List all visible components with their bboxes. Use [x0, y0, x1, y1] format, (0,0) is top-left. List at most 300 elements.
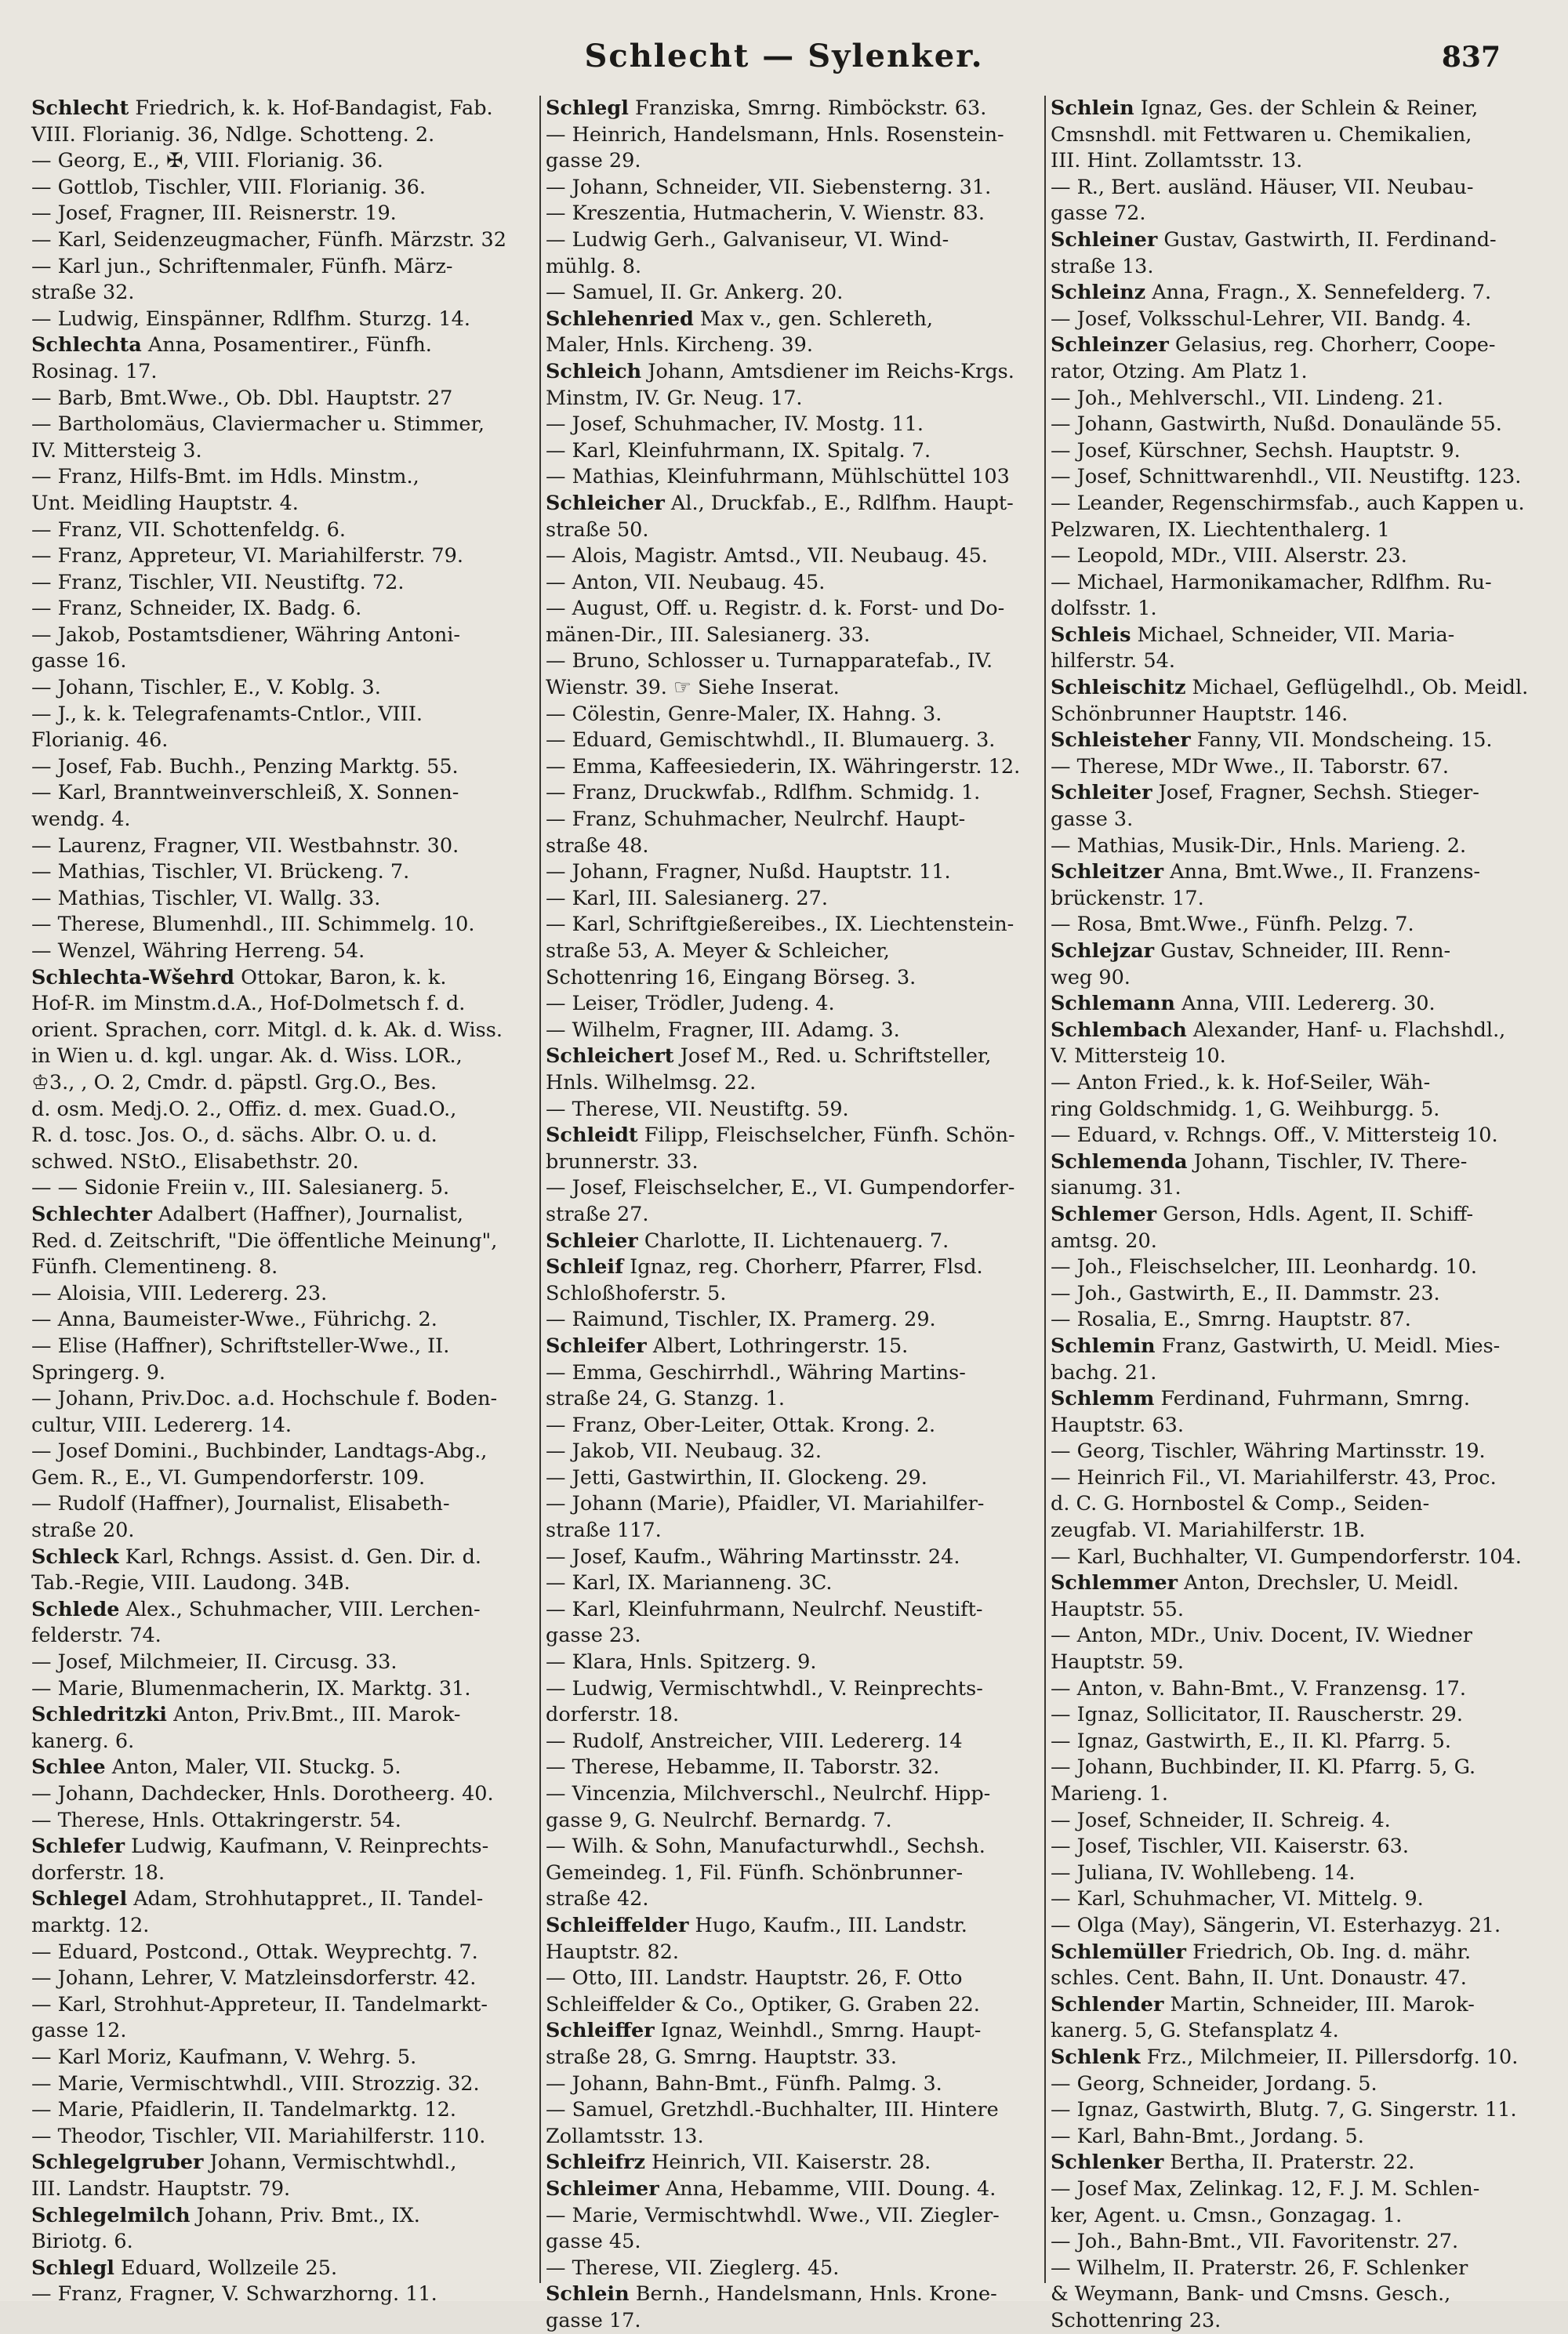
surname-heading: Schlede [31, 1597, 120, 1621]
directory-line [31, 1334, 530, 1360]
directory-line [31, 859, 530, 886]
surname-heading: Schleiffer [546, 2019, 655, 2043]
directory-line [31, 833, 530, 860]
directory-line [1051, 1781, 1541, 1808]
directory-line [31, 2124, 530, 2151]
entry-text: Anton, Maler, VII. Stuckg. 5. [105, 1755, 401, 1780]
directory-line [546, 570, 1036, 597]
directory-line [546, 2256, 1036, 2282]
entry-text: Anton, Priv.Bmt., III. Marok- [166, 1703, 461, 1727]
entry-text: gasse 23. [546, 1624, 641, 1648]
directory-line [546, 280, 1036, 307]
surname-heading: Schlemenda [1051, 1149, 1188, 1174]
directory-line [546, 1491, 1036, 1518]
entry-text: Fünfh. Clementineng. 8. [31, 1255, 278, 1280]
entry-text: R. d. tosc. Jos. O., d. sächs. Albr. O. u. d. [31, 1123, 437, 1148]
directory-line [1051, 1518, 1541, 1545]
directory-line [1051, 1070, 1541, 1097]
directory-line [546, 1307, 1036, 1334]
directory-line [31, 1597, 530, 1624]
entry-text: — Therese, VII. Zieglerg. 45. [546, 2256, 840, 2280]
page-title: Schlecht — Sylenker. [584, 38, 984, 74]
directory-columns [31, 96, 1544, 2332]
directory-line [31, 1307, 530, 1334]
entry-text: straße 53, A. Meyer & Schleicher, [546, 939, 890, 963]
entry-text: — Johann (Marie), Pfaidler, VI. Mariahilfer- [546, 1492, 985, 1516]
directory-line [546, 1702, 1036, 1729]
directory-line [546, 1570, 1036, 1597]
directory-line [546, 491, 1036, 517]
entry-text: — Karl, Seidenzeugmacher, Fünfh. Märzstr. 32 [31, 227, 506, 252]
entry-text: — Wilhelm, Fragner, III. Adamg. 3. [546, 1018, 900, 1042]
entry-text: — Franz, Hilfs-Bmt. im Hdls. Minstm., [31, 465, 419, 489]
entry-text: Biriotg. 6. [31, 2230, 133, 2254]
entry-text: — Johann, Tischler, E., V. Koblg. 3. [31, 676, 381, 700]
directory-line [1051, 1834, 1541, 1860]
directory-line [546, 464, 1036, 491]
entry-text: — Karl, Branntweinverschleiß, X. Sonnen- [31, 781, 459, 805]
directory-line [546, 1070, 1036, 1097]
surname-heading: Schleidt [546, 1123, 638, 1148]
entry-text: — Ludwig, Vermischtwhdl., V. Reinprechts- [546, 1676, 983, 1701]
directory-line [1051, 491, 1541, 517]
directory-line [546, 1623, 1036, 1650]
entry-text: gasse 29. [546, 149, 641, 173]
entry-text: — Vincenzia, Milchverschl., Neulrchf. Hipp- [546, 1782, 991, 1806]
entry-text: Anna, Bmt.Wwe., II. Franzens- [1163, 860, 1481, 884]
directory-line [1051, 2071, 1541, 2098]
directory-line [31, 570, 530, 597]
directory-line [31, 307, 530, 333]
entry-text: Anna, VIII. Ledererg. 30. [1174, 992, 1436, 1016]
surname-heading: Schlejzar [1051, 939, 1155, 963]
directory-line [1051, 833, 1541, 860]
directory-line [546, 1781, 1036, 1808]
directory-line [31, 1702, 530, 1729]
directory-line [546, 438, 1036, 465]
entry-text: — Johann, Bahn-Bmt., Fünfh. Palmg. 3. [546, 2071, 942, 2096]
entry-text: — Ludwig Gerh., Galvaniseur, VI. Wind- [546, 227, 949, 252]
entry-text: — Wilhelm, II. Praterstr. 26, F. Schlenker [1051, 2256, 1468, 2280]
directory-line [31, 1491, 530, 1518]
directory-line [1051, 1097, 1541, 1123]
directory-line [546, 2176, 1036, 2203]
entry-text: III. Hint. Zollamtsstr. 13. [1051, 149, 1303, 173]
entry-text: Franziska, Smrng. Rimböckstr. 63. [628, 96, 987, 120]
entry-text: — Alois, Magistr. Amtsd., VII. Neubaug. 45. [546, 544, 988, 568]
entry-text: — Georg, Tischler, Währing Martinsstr. 19. [1051, 1439, 1486, 1464]
page-number: 837 [1441, 41, 1501, 74]
surname-heading: Schleitzer [1051, 860, 1163, 884]
entry-text: — Mathias, Tischler, VI. Brückeng. 7. [31, 860, 410, 884]
surname-heading: Schlemüller [1051, 1940, 1186, 1964]
directory-line [1051, 1202, 1541, 1229]
directory-line [31, 1254, 530, 1281]
directory-line [1051, 280, 1541, 307]
directory-line [546, 1097, 1036, 1123]
entry-text: — Johann, Lehrer, V. Matzleinsdorferstr. 42. [31, 1966, 477, 1991]
directory-line [1051, 570, 1541, 597]
directory-line [31, 1044, 530, 1070]
entry-text: Springerg. 9. [31, 1360, 166, 1385]
entry-text: Gustav, Gastwirth, II. Ferdinand- [1157, 227, 1497, 252]
entry-text: — Eduard, v. Rchngs. Off., V. Mittersteig 10. [1051, 1123, 1498, 1148]
entry-text: amtsg. 20. [1051, 1229, 1157, 1253]
entry-text: Anna, Posamentirer., Fünfh. [141, 333, 432, 358]
directory-line [31, 780, 530, 807]
directory-line [546, 1386, 1036, 1413]
directory-line [31, 543, 530, 570]
surname-heading: Schlegl [31, 2256, 114, 2280]
entry-text: Adam, Strohhutappret., II. Tandel- [127, 1887, 484, 1911]
directory-line [31, 227, 530, 254]
directory-line [1051, 1175, 1541, 1202]
entry-text: — Karl Moriz, Kaufmann, V. Wehrg. 5. [31, 2045, 417, 2069]
directory-line [31, 254, 530, 281]
directory-line [31, 2150, 530, 2176]
surname-heading: Schleifrz [546, 2151, 645, 2175]
directory-line [31, 1123, 530, 1149]
directory-line [546, 1149, 1036, 1176]
column-left [31, 96, 530, 2307]
entry-text: — Therese, Blumenhdl., III. Schimmelg. 10. [31, 913, 475, 937]
directory-line [31, 2071, 530, 2098]
directory-line [546, 1281, 1036, 1308]
directory-line [31, 412, 530, 438]
entry-text: bachg. 21. [1051, 1360, 1157, 1385]
entry-text: — Josef, Fleischselcher, E., VI. Gumpendorfer- [546, 1176, 1015, 1200]
entry-text: marktg. 12. [31, 1913, 150, 1937]
entry-text: d. C. G. Hornbostel & Comp., Seiden- [1051, 1492, 1430, 1516]
entry-text: dolfsstr. 1. [1051, 597, 1157, 621]
directory-line [31, 1623, 530, 1650]
entry-text: straße 27. [546, 1202, 649, 1226]
entry-text: — Otto, III. Landstr. Hauptstr. 26, F. Otto [546, 1966, 963, 1991]
entry-text: Heinrich, VII. Kaiserstr. 28. [644, 2151, 931, 2175]
directory-line [1051, 1570, 1541, 1597]
entry-text: — Josef Max, Zelinkag. 12, F. J. M. Schlen- [1051, 2176, 1480, 2201]
directory-line [546, 122, 1036, 149]
entry-text: Franz, Gastwirth, U. Meidl. Mies- [1155, 1334, 1501, 1358]
directory-line [31, 938, 530, 965]
entry-text: Schottenring 23. [1051, 2308, 1221, 2332]
entry-text: — Johann, Buchbinder, II. Kl. Pfarrg. 5, G. [1051, 1755, 1476, 1780]
entry-text: Hugo, Kaufm., III. Landstr. [688, 1913, 967, 1937]
column-middle [539, 96, 1036, 2332]
directory-line [546, 2203, 1036, 2230]
directory-line [546, 2097, 1036, 2124]
column-right [1044, 96, 1541, 2332]
directory-line [31, 280, 530, 307]
directory-line [1051, 1545, 1541, 1571]
entry-text: — Eduard, Postcond., Ottak. Weyprechtg. 7. [31, 1940, 478, 1964]
surname-heading: Schlechta-Wšehrd [31, 965, 234, 989]
entry-text: — Josef, Schneider, II. Schreig. 4. [1051, 1808, 1391, 1832]
entry-text: Gelasius, reg. Chorherr, Coope- [1168, 333, 1496, 358]
directory-line [546, 148, 1036, 175]
entry-text: — Anton, MDr., Univ. Docent, IV. Wiedner [1051, 1624, 1472, 1648]
entry-text: — Laurenz, Fragner, VII. Westbahnstr. 30. [31, 833, 459, 858]
entry-text: rator, Otzing. Am Platz 1. [1051, 359, 1308, 383]
entry-text: — Josef, Kürschner, Sechsh. Hauptstr. 9. [1051, 438, 1461, 463]
directory-line [31, 754, 530, 781]
entry-text: — Anton Fried., k. k. Hof-Seiler, Wäh- [1051, 1070, 1431, 1094]
entry-text: Hof-R. im Minstm.d.A., Hof-Dolmetsch f. d. [31, 992, 466, 1016]
directory-line [31, 438, 530, 465]
surname-heading: Schleif [546, 1255, 624, 1280]
entry-text: — Johann, Dachdecker, Hnls. Dorotheerg. 40. [31, 1782, 494, 1806]
surname-heading: Schleinzer [1051, 333, 1169, 358]
directory-line [1051, 386, 1541, 412]
directory-line [546, 1676, 1036, 1703]
entry-text: — Josef, Volksschul-Lehrer, VII. Bandg. 4. [1051, 307, 1472, 331]
surname-heading: Schlenker [1051, 2151, 1164, 2175]
entry-text: — Leiser, Trödler, Judeng. 4. [546, 992, 835, 1016]
entry-text: — Franz, Tischler, VII. Neustiftg. 72. [31, 570, 405, 594]
entry-text: Gerson, Hdls. Agent, II. Schiff- [1156, 1202, 1474, 1226]
surname-heading: Schlechter [31, 1202, 152, 1226]
directory-line [546, 991, 1036, 1018]
entry-text: — Aloisia, VIII. Ledererg. 23. [31, 1281, 328, 1305]
directory-line [31, 1465, 530, 1492]
entry-text: — Bartholomäus, Claviermacher u. Stimmer, [31, 412, 485, 437]
entry-text: gasse 12. [31, 2019, 127, 2043]
entry-text: — Kreszentia, Hutmacherin, V. Wienstr. 83. [546, 201, 985, 226]
entry-text: Zollamtsstr. 13. [546, 2124, 704, 2148]
directory-line [546, 2281, 1036, 2308]
surname-heading: Schlehenried [546, 307, 694, 331]
directory-line [1051, 2097, 1541, 2124]
directory-line [546, 254, 1036, 281]
directory-line [31, 1808, 530, 1835]
directory-line [1051, 412, 1541, 438]
entry-text: — Karl jun., Schriftenmaler, Fünfh. März- [31, 254, 453, 278]
directory-line [31, 807, 530, 833]
entry-text: — Cölestin, Genre-Maler, IX. Hahng. 3. [546, 702, 942, 726]
entry-text: — Joh., Fleischselcher, III. Leonhardg. 10. [1051, 1255, 1477, 1280]
directory-line [1051, 1650, 1541, 1676]
directory-line [546, 1808, 1036, 1835]
entry-text: mänen-Dir., III. Salesianerg. 33. [546, 623, 870, 647]
directory-line [546, 359, 1036, 386]
surname-heading: Schlemann [1051, 992, 1175, 1016]
entry-text: — August, Off. u. Registr. d. k. Forst- und Do- [546, 597, 1005, 621]
directory-line [1051, 2203, 1541, 2230]
entry-text: — Josef, Tischler, VII. Kaiserstr. 63. [1051, 1835, 1409, 1859]
directory-line [31, 491, 530, 517]
entry-text: Hauptstr. 63. [1051, 1413, 1184, 1437]
directory-line [1051, 623, 1541, 649]
directory-line [31, 1834, 530, 1860]
entry-text: Anna, Hebamme, VIII. Doung. 4. [659, 2176, 996, 2201]
entry-text: — Joh., Mehlverschl., VII. Lindeng. 21. [1051, 386, 1443, 410]
entry-text: — Josef, Fab. Buchh., Penzing Marktg. 55. [31, 754, 459, 779]
directory-line [546, 1886, 1036, 1913]
entry-text: Bernh., Handelsmann, Hnls. Krone- [629, 2282, 997, 2307]
surname-heading: Schlecht [31, 96, 129, 120]
entry-text: — Karl, Kleinfuhrmann, Neulrchf. Neustift- [546, 1597, 983, 1621]
directory-line [31, 886, 530, 913]
directory-line [31, 2176, 530, 2203]
directory-line [1051, 175, 1541, 201]
entry-text: straße 24, G. Stanzg. 1. [546, 1387, 785, 1411]
directory-line [546, 1044, 1036, 1070]
directory-line [546, 1229, 1036, 1255]
entry-text: Rosinag. 17. [31, 359, 158, 383]
entry-text: Ignaz, Weinhdl., Smrng. Haupt- [654, 2019, 982, 2043]
directory-line [546, 175, 1036, 201]
directory-line [546, 833, 1036, 860]
directory-line [1051, 1123, 1541, 1149]
entry-text: Maler, Hnls. Kircheng. 39. [546, 333, 813, 358]
directory-line [1051, 1597, 1541, 1624]
surname-heading: Schleich [546, 359, 642, 383]
directory-line [31, 702, 530, 728]
entry-text: Albert, Lothringerstr. 15. [646, 1334, 909, 1358]
entry-text: — Jetti, Gastwirthin, II. Glockeng. 29. [546, 1465, 927, 1490]
entry-text: — Karl, Bahn-Bmt., Jordang. 5. [1051, 2124, 1364, 2148]
entry-text: — Karl, III. Salesianerg. 27. [546, 886, 829, 910]
directory-line [1051, 543, 1541, 570]
entry-text: — Franz, Ober-Leiter, Ottak. Krong. 2. [546, 1413, 936, 1437]
directory-line [1051, 1860, 1541, 1887]
directory-line [546, 1518, 1036, 1545]
directory-line [1051, 728, 1541, 754]
directory-line [31, 1018, 530, 1044]
surname-heading: Schleis [1051, 623, 1131, 647]
entry-text: Gemeindeg. 1, Fil. Fünfh. Schönbrunner- [546, 1860, 964, 1885]
entry-text: schles. Cent. Bahn, II. Unt. Donaustr. 47. [1051, 1966, 1467, 1991]
entry-text: — Therese, Hebamme, II. Taborstr. 32. [546, 1755, 940, 1780]
entry-text: — R., Bert. ausländ. Häuser, VII. Neubau- [1051, 175, 1474, 199]
entry-text: Gustav, Schneider, III. Renn- [1154, 939, 1451, 963]
surname-heading: Schleiffelder [546, 1913, 689, 1937]
entry-text: straße 28, G. Smrng. Hauptstr. 33. [546, 2045, 898, 2069]
entry-text: — Therese, VII. Neustiftg. 59. [546, 1097, 849, 1121]
directory-line [1051, 2124, 1541, 2151]
entry-text: ♔3., , O. 2, Cmdr. d. päpstl. Grg.O., Bes. [31, 1070, 437, 1094]
directory-line [1051, 807, 1541, 833]
entry-text: — Wilh. & Sohn, Manufacturwhdl., Sechsh. [546, 1835, 985, 1859]
entry-text: — Franz, Fragner, V. Schwarzhorng. 11. [31, 2282, 437, 2307]
entry-text: — Ignaz, Sollicitator, II. Rauscherstr. 29. [1051, 1703, 1463, 1727]
entry-text: Johann, Tischler, IV. There- [1187, 1149, 1468, 1174]
entry-text: — Emma, Geschirrhdl., Währing Martins- [546, 1360, 966, 1385]
entry-text: straße 13. [1051, 254, 1154, 278]
entry-text: — Karl, IX. Marianneng. 3C. [546, 1571, 833, 1595]
entry-text: — Juliana, IV. Wohllebeng. 14. [1051, 1860, 1356, 1885]
entry-text: brunnerstr. 33. [546, 1149, 699, 1174]
entry-text: Martin, Schneider, III. Marok- [1163, 1992, 1475, 2016]
entry-text: — Franz, Appreteur, VI. Mariahilferstr. 79. [31, 544, 463, 568]
directory-line [1051, 938, 1541, 965]
directory-line [546, 201, 1036, 227]
entry-text: Schönbrunner Hauptstr. 146. [1051, 702, 1348, 726]
directory-line [546, 675, 1036, 702]
entry-text: — Josef, Fragner, III. Reisnerstr. 19. [31, 201, 397, 226]
entry-text: Unt. Meidling Hauptstr. 4. [31, 491, 299, 515]
directory-line [1051, 2229, 1541, 2256]
entry-text: — Jakob, VII. Neubaug. 32. [546, 1439, 822, 1464]
surname-heading: Schlembach [1051, 1018, 1187, 1042]
directory-line [1051, 702, 1541, 728]
entry-text: ring Goldschmidg. 1, G. Weihburgg. 5. [1051, 1097, 1440, 1121]
entry-text: Bertha, II. Praterstr. 22. [1163, 2151, 1415, 2175]
entry-text: — Bruno, Schlosser u. Turnapparatefab., IV. [546, 649, 993, 673]
directory-line [31, 1966, 530, 1992]
directory-line [1051, 596, 1541, 623]
entry-text: — Ludwig, Einspänner, Rdlfhm. Sturzg. 14. [31, 307, 470, 331]
entry-text: Michael, Schneider, VII. Maria- [1131, 623, 1455, 647]
directory-line [546, 543, 1036, 570]
directory-line [31, 991, 530, 1018]
entry-text: Schottenring 16, Eingang Börseg. 3. [546, 965, 916, 989]
entry-text: — Joh., Gastwirth, E., II. Dammstr. 23. [1051, 1281, 1440, 1305]
surname-heading: Schlein [1051, 96, 1134, 120]
directory-line [546, 886, 1036, 913]
directory-line [546, 1334, 1036, 1360]
entry-text: Red. d. Zeitschrift, "Die öffentliche Meinung", [31, 1229, 498, 1253]
directory-line [546, 912, 1036, 938]
directory-line [1051, 859, 1541, 886]
directory-line [1051, 648, 1541, 675]
directory-line [1051, 2256, 1541, 2282]
entry-text: Wienstr. 39. ☞ Siehe Inserat. [546, 676, 840, 700]
entry-text: brückenstr. 17. [1051, 886, 1204, 910]
directory-line [1051, 1413, 1541, 1439]
directory-line [1051, 1018, 1541, 1044]
entry-text: Hauptstr. 82. [546, 1940, 679, 1964]
entry-text: gasse 9, G. Neulrchf. Bernardg. 7. [546, 1808, 892, 1832]
directory-line [31, 1781, 530, 1808]
directory-line [1051, 1623, 1541, 1650]
directory-line [31, 675, 530, 702]
entry-text: Schleiffelder & Co., Optiker, G. Graben 22. [546, 1992, 980, 2016]
directory-line [546, 1465, 1036, 1492]
entry-text: straße 32. [31, 281, 135, 305]
entry-text: — Josef, Kaufm., Währing Martinsstr. 24. [546, 1545, 960, 1569]
directory-line [546, 1729, 1036, 1755]
entry-text: straße 117. [546, 1519, 662, 1543]
entry-text: straße 48. [546, 833, 649, 858]
entry-text: — Samuel, Gretzhdl.-Buchhalter, III. Hintere [546, 2098, 999, 2122]
entry-text: gasse 45. [546, 2230, 641, 2254]
entry-text: gasse 72. [1051, 201, 1146, 226]
entry-text: felderstr. 74. [31, 1624, 162, 1648]
entry-text: Ignaz, Ges. der Schlein & Reiner, [1134, 96, 1479, 120]
directory-line [31, 1545, 530, 1571]
entry-text: — Rudolf (Haffner), Journalist, Elisabeth- [31, 1492, 450, 1516]
entry-text: Frz., Milchmeier, II. Pillersdorfg. 10. [1140, 2045, 1519, 2069]
directory-line [31, 332, 530, 359]
entry-text: — Heinrich Fil., VI. Mariahilferstr. 43, Proc. [1051, 1465, 1497, 1490]
directory-line [1051, 1702, 1541, 1729]
directory-line [546, 1650, 1036, 1676]
entry-text: III. Landstr. Hauptstr. 79. [31, 2176, 291, 2201]
entry-text: Ottokar, Baron, k. k. [234, 965, 447, 989]
entry-text: — Mathias, Musik-Dir., Hnls. Marieng. 2. [1051, 833, 1467, 858]
directory-line [31, 1992, 530, 2019]
directory-line [546, 1439, 1036, 1465]
directory-line [1051, 1149, 1541, 1176]
directory-line [1051, 1886, 1541, 1913]
directory-line [546, 1018, 1036, 1044]
entry-text: — Marie, Pfaidlerin, II. Tandelmarktg. 12. [31, 2098, 457, 2122]
directory-line [1051, 1307, 1541, 1334]
entry-text: straße 42. [546, 1887, 649, 1911]
directory-line [1051, 780, 1541, 807]
directory-line [1051, 1044, 1541, 1070]
